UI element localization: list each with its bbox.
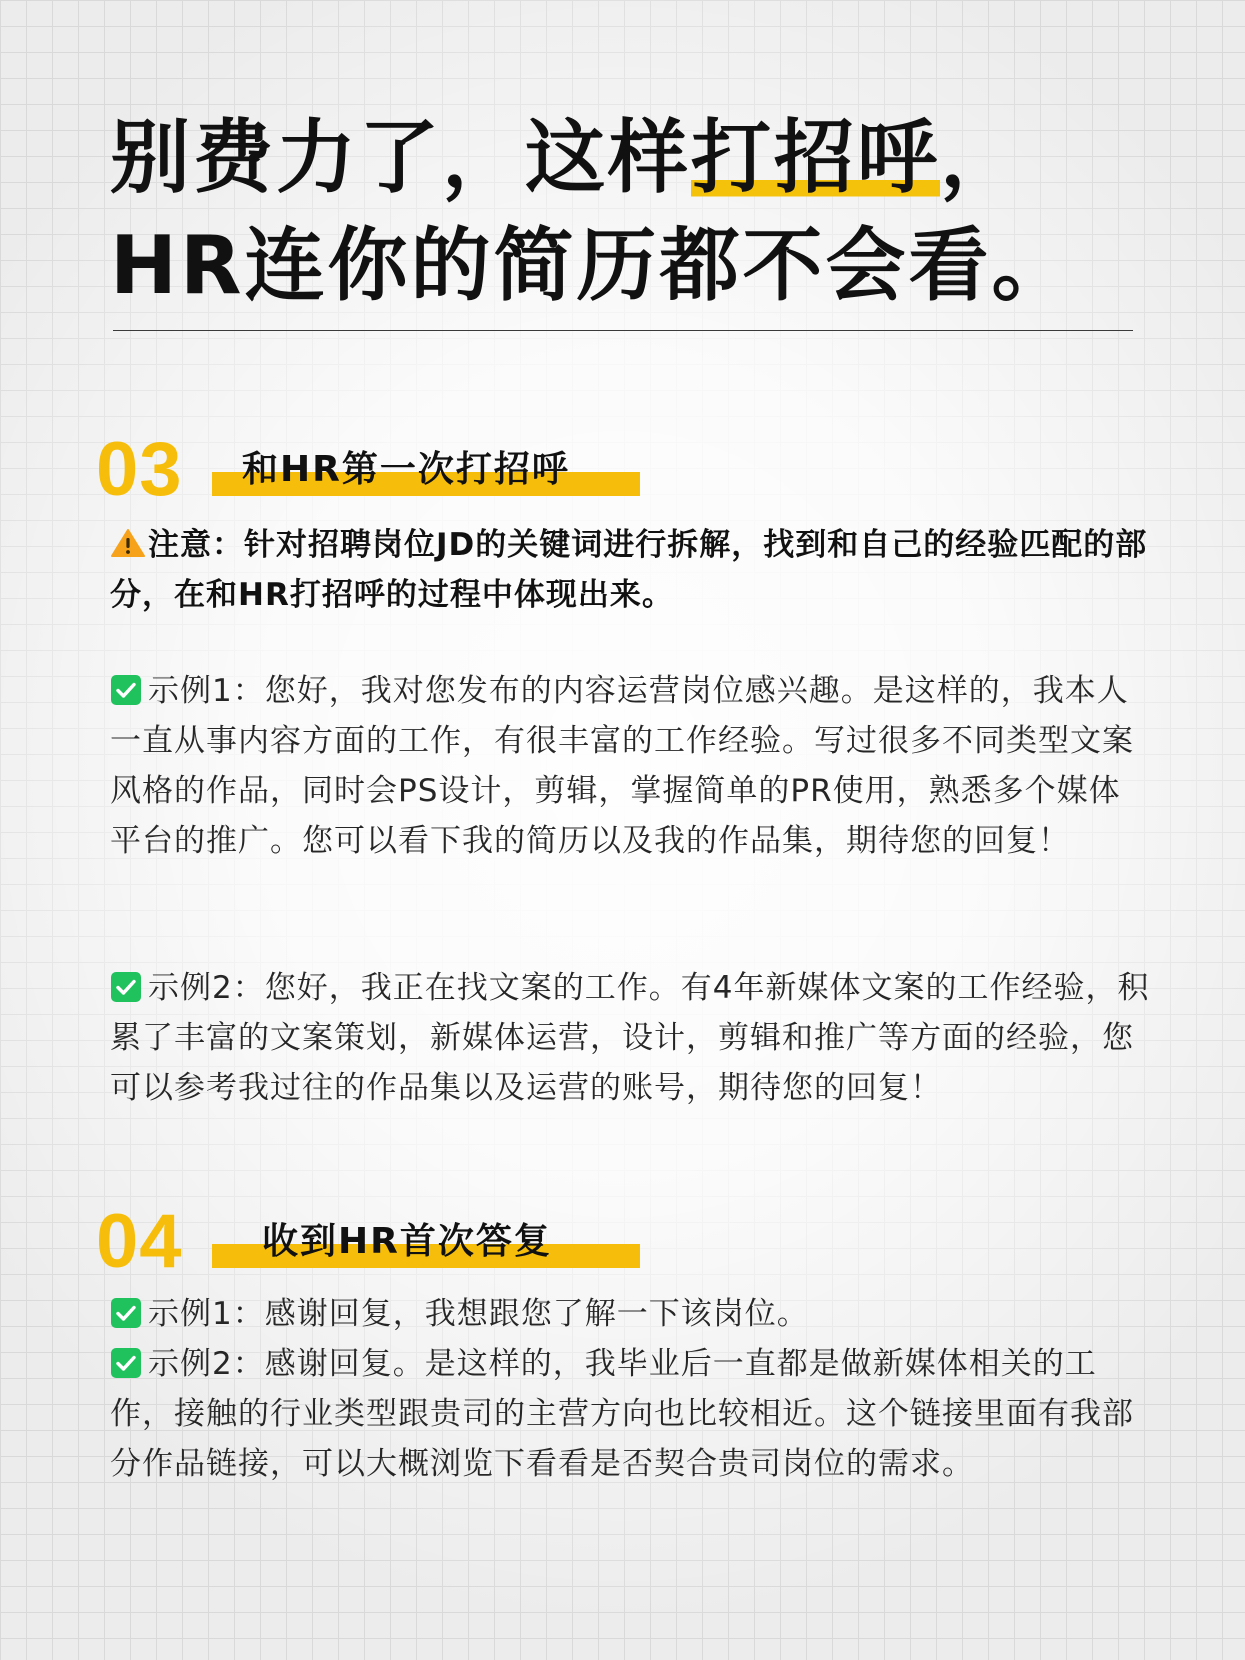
check-box-icon — [110, 674, 142, 706]
notice-paragraph — [110, 520, 1150, 620]
notice-text: 注意：针对招聘岗位JD的关键词进行拆解，找到和自己的经验匹配的部分，在和HR打招呼的过程中体现出来。 — [110, 527, 1148, 613]
section-04-examples — [110, 1289, 1150, 1489]
section-04-title: 收到HR首次答复 — [262, 1221, 552, 1262]
warning-icon — [110, 528, 146, 558]
section-03-example-1-text: 示例1：您好，我对您发布的内容运营岗位感兴趣。是这样的，我本人一直从事内容方面的工作，有很丰富的工作经验。写过很多不同类型文案风格的作品，同时会PS设计，剪辑，掌握简单的PR使用，熟悉多个媒体平台的推广。您可以看下我的简历以及我的作品集，期待您的回复！ — [110, 673, 1134, 859]
section-03-title: 和HR第一次打招呼 — [242, 449, 570, 490]
title-line-1-start: 别费力了，这样 — [110, 111, 691, 204]
section-04-number: 04 — [96, 1199, 183, 1284]
check-box-icon — [110, 1297, 142, 1329]
section-03-example-1 — [110, 666, 1150, 866]
title-highlight: 打招呼 — [691, 111, 940, 204]
section-03-example-2 — [110, 963, 1150, 1113]
section-04-example-1-text: 示例1：感谢回复，我想跟您了解一下该岗位。 — [148, 1296, 809, 1332]
section-04-example-2 — [110, 1339, 1150, 1489]
title-line-1 — [110, 104, 1190, 212]
section-04-example-1 — [110, 1289, 1150, 1339]
check-box-icon — [110, 1347, 142, 1379]
section-03-header — [96, 427, 656, 512]
section-04-header — [96, 1199, 656, 1284]
section-04-example-2-text: 示例2：感谢回复。是这样的，我毕业后一直都是做新媒体相关的工作，接触的行业类型跟贵司的主营方向也比较相近。这个链接里面有我部分作品链接，可以大概浏览下看看是否契合贵司岗位的需求。 — [110, 1346, 1134, 1482]
title-divider — [113, 330, 1133, 331]
page-title — [110, 104, 1190, 320]
section-03-number: 03 — [96, 427, 183, 512]
title-line-2: HR连你的简历都不会看。 — [110, 219, 1075, 312]
check-box-icon — [110, 971, 142, 1003]
title-line-1-end: ， — [940, 111, 1023, 204]
section-03-example-2-text: 示例2：您好，我正在找文案的工作。有4年新媒体文案的工作经验，积累了丰富的文案策划，新媒体运营，设计，剪辑和推广等方面的经验，您可以参考我过往的作品集以及运营的账号，期待您的回复！ — [110, 970, 1150, 1106]
